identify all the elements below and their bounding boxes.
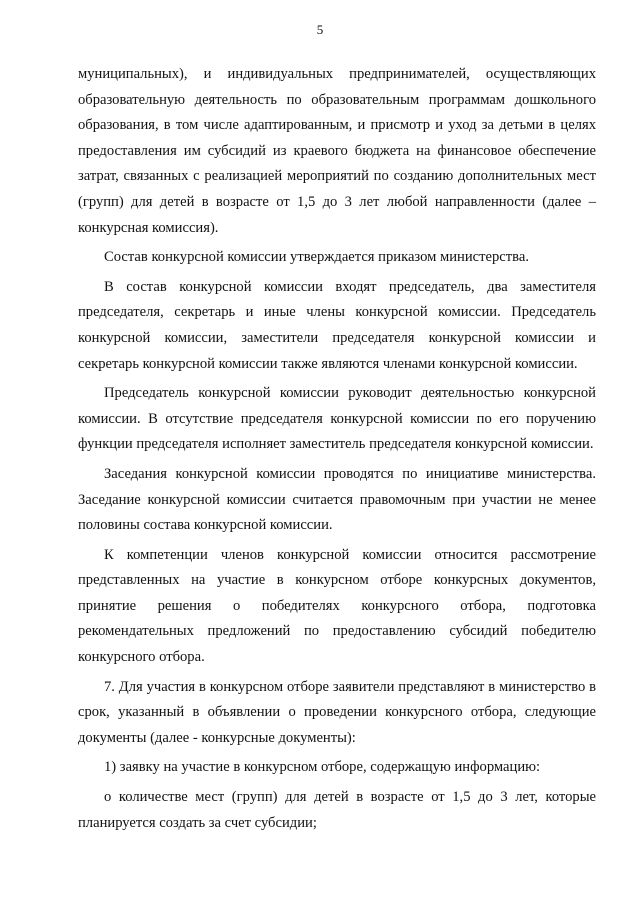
paragraph-places-count: о количестве мест (групп) для детей в возрасте от 1,5 до 3 лет, которые планируется создать за счет субсидии; bbox=[78, 789, 596, 831]
paragraph-commission-members: В состав конкурсной комиссии входят председатель, два заместителя председателя, секретарь и иные члены конкурсной комиссии. Председатель конкурсной комиссии, заместители председателя конкурсной комиссии и секретарь конкурсной комиссии также являются членами конкурсной комиссии. bbox=[78, 278, 596, 372]
paragraph-commission-composition: Состав конкурсной комиссии утверждается приказом министерства. bbox=[104, 249, 529, 266]
paragraph-chairman-duties: Председатель конкурсной комиссии руководит деятельностью конкурсной комиссии. В отсутствие председателя конкурсной комиссии по его поручению функции председателя исполняет заместитель председателя конкурсной комиссии. bbox=[78, 385, 596, 453]
paragraph-competence: К компетенции членов конкурсной комиссии относится рассмотрение представленных на участие в конкурсном отборе конкурсных документов, принятие решения о победителях конкурсного отбора, подготовка рекомендательных предложений по предоставлению субсидий победителю конкурсного отбора. bbox=[78, 546, 596, 666]
paragraph-subitem-1: 1) заявку на участие в конкурсном отборе, содержащую информацию: bbox=[104, 759, 541, 776]
paragraph-item-7: 7. Для участия в конкурсном отборе заявители представляют в министерство в срок, указанный в объявлении о проведении конкурсного отбора, следующие документы (далее - конкурсные документы): bbox=[78, 678, 596, 746]
page-number: 5 bbox=[316, 22, 324, 37]
document-body bbox=[78, 62, 596, 840]
paragraph-continuation: муниципальных), и индивидуальных предпринимателей, осуществляющих образовательную деятельность по образовательным программам дошкольного образования, в том числе адаптированным, и присмотр и уход за детьми в целях предоставления им субсидий из краевого бюджета на финансовое обеспечение затрат, связанных с реализацией мероприятий по созданию дополнительных мест (групп) для детей в возрасте от 1,5 до 3 лет любой направленности (далее – конкурсная комиссия). bbox=[78, 66, 596, 236]
paragraph-meetings: Заседания конкурсной комиссии проводятся по инициативе министерства. Заседание конкурсной комиссии считается правомочным при участии не менее половины состава конкурсной комиссии. bbox=[78, 465, 596, 534]
